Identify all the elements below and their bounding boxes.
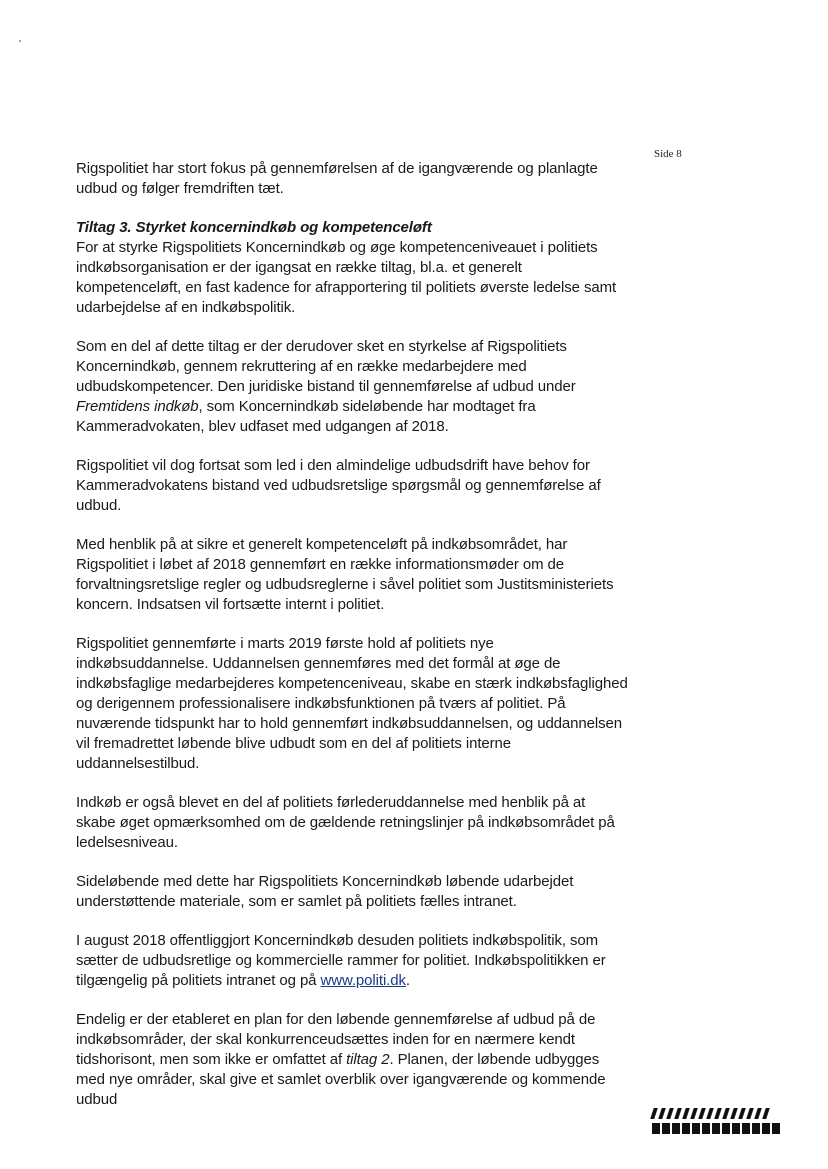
paragraph-kompetenceloeft: Med henblik på at sikre et generelt kompetenceløft på indkøbsområdet, har Rigspolitiet i løbet af 2018 gennemført en række informationsmøder om de forvaltningsretslige regler og udbudsreglerne i såvel politiet som Justitsministeriets koncern. Indsatsen vil fortsætte internt i politiet.: [76, 536, 614, 613]
text-segment: . Planen, der løbende udbygges med nye områder, skal give et samlet overblik over igangværende og kommende udbud: [76, 1051, 606, 1108]
text-segment: Endelig er der etableret en plan for den løbende gennemførelse af udbud på de indkøbsområder, der skal konkurrenceudsættes inden for en nærmere kendt tidshorisont, men som ikke er omfattet af: [76, 1011, 596, 1068]
barcode-block: [772, 1123, 780, 1134]
paragraph-styrke: For at styrke Rigspolitiets Koncernindkøb og øge kompetenceniveauet i politiets indkøbsorganisation er der igangsat en række tiltag, bl.a. et generelt kompetenceløft, en fast kadence for afrapportering til politiets øverste ledelse samt udarbejdelse af en indkøbspolitik.: [76, 239, 617, 316]
barcode-slash: [706, 1108, 714, 1119]
italic-term: Fremtidens indkøb: [76, 398, 199, 415]
barcode-block: [682, 1123, 690, 1134]
section-tiltag-3: [76, 218, 628, 318]
politi-link[interactable]: www.politi.dk: [320, 972, 406, 989]
text-segment: I august 2018 offentliggjort Koncernindkøb desuden politiets indkøbspolitik, som sætter de udbudsretlige og kommercielle rammer for politiet. Indkøbspolitikken er tilgængelig på politiets intranet og på: [76, 932, 606, 989]
barcode-slash: [722, 1108, 730, 1119]
document-body: [76, 159, 628, 1129]
barcode-slash: [714, 1108, 722, 1119]
barcode-block: [762, 1123, 770, 1134]
barcode-block: [742, 1123, 750, 1134]
barcode-block: [692, 1123, 700, 1134]
barcode-block: [702, 1123, 710, 1134]
scan-speck: [19, 40, 21, 42]
italic-term: tiltag 2: [346, 1051, 390, 1068]
barcode-mark: [652, 1108, 786, 1134]
paragraph-uddannelse: Rigspolitiet gennemførte i marts 2019 første hold af politiets nye indkøbsuddannelse. Uddannelsen gennemføres med det formål at øge de indkøbsfaglige medarbejderes kompetenceniveau, skabe en stærk indkøbsfaglighed og derigennem professionalisere indkøbsfunktionen på tværs af politiet. På nuværende tidspunkt har to hold gennemført indkøbsuddannelsen, og uddannelsen vil fremadrettet løbende blive udbudt som en del af politiets interne uddannelsestilbud.: [76, 635, 628, 772]
barcode-slash: [682, 1108, 690, 1119]
barcode-slash: [650, 1108, 658, 1119]
section-heading: Tiltag 3. Styrket koncernindkøb og kompetenceløft: [76, 219, 432, 236]
paragraph-fokus: Rigspolitiet har stort fokus på gennemførelsen af de igangværende og planlagte udbud og følger fremdriften tæt.: [76, 160, 598, 197]
barcode-slash: [730, 1108, 738, 1119]
barcode-block: [732, 1123, 740, 1134]
barcode-slash: [754, 1108, 762, 1119]
barcode-block: [652, 1123, 660, 1134]
barcode-slash: [690, 1108, 698, 1119]
barcode-slash: [674, 1108, 682, 1119]
barcode-slash: [658, 1108, 666, 1119]
barcode-slash: [746, 1108, 754, 1119]
barcode-block: [672, 1123, 680, 1134]
paragraph-styrkelse: [76, 337, 628, 437]
barcode-slash: [666, 1108, 674, 1119]
barcode-block: [752, 1123, 760, 1134]
page-number: Side 8: [654, 148, 682, 160]
barcode-block: [722, 1123, 730, 1134]
paragraph-kammeradvokat: Rigspolitiet vil dog fortsat som led i den almindelige udbudsdrift have behov for Kammeradvokatens bistand ved udbudsretslige spørgsmål og gennemførelse af udbud.: [76, 457, 601, 514]
text-segment: .: [405, 972, 410, 989]
paragraph-intranet: Sideløbende med dette har Rigspolitiets Koncernindkøb løbende udarbejdet understøttende materiale, som er samlet på politiets fælles intranet.: [76, 873, 574, 910]
text-segment: , som Koncernindkøb sideløbende har modtaget fra Kammeradvokaten, blev udfaset med udgangen af 2018.: [76, 398, 536, 435]
paragraph-lederuddannelse: Indkøb er også blevet en del af politiets førlederuddannelse med henblik på at skabe øget opmærksomhed om de gældende retningslinjer på indkøbsområdet på ledelsesniveau.: [76, 794, 615, 851]
barcode-slash: [762, 1108, 770, 1119]
barcode-slash: [698, 1108, 706, 1119]
barcode-block: [662, 1123, 670, 1134]
barcode-block: [712, 1123, 720, 1134]
text-segment: Som en del af dette tiltag er der derudover sket en styrkelse af Rigspolitiets Koncernindkøb, gennem rekruttering af en række medarbejdere med udbudskompetencer. Den juridiske bistand til gennemførelse af udbud under: [76, 338, 576, 395]
barcode-slash: [738, 1108, 746, 1119]
paragraph-indkoebspolitik: [76, 931, 628, 991]
paragraph-plan: [76, 1010, 628, 1110]
